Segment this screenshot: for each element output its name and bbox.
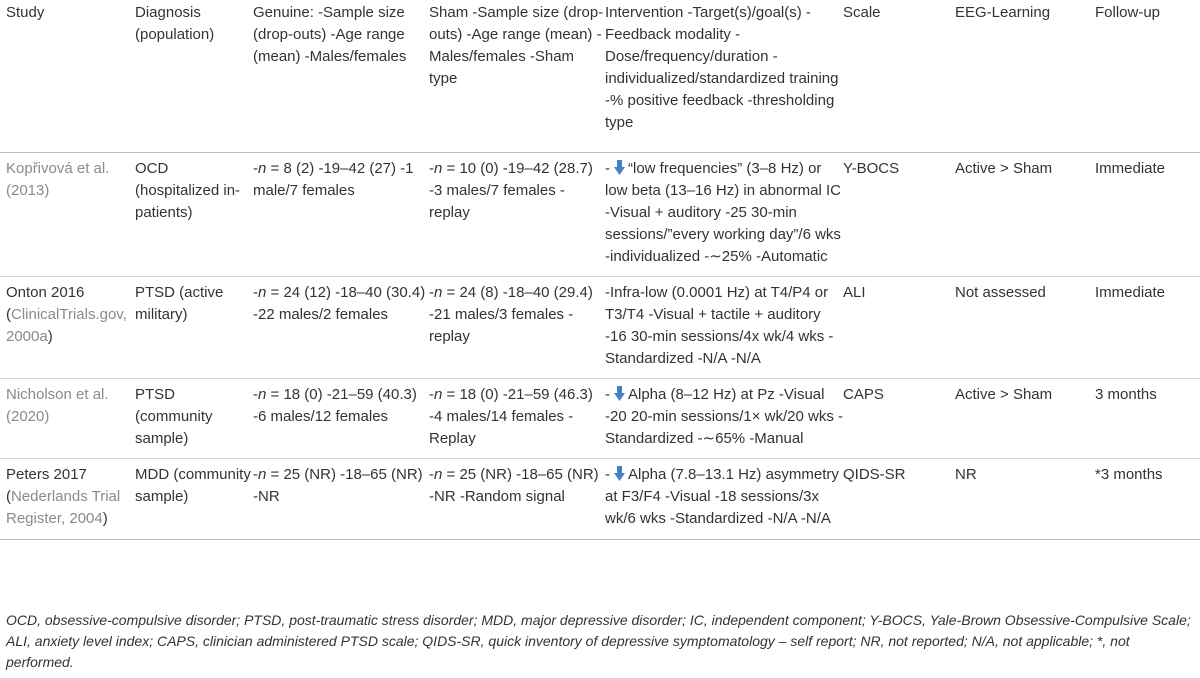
intervention-prefix: -: [605, 160, 610, 177]
scale-cell: Y-BOCS: [843, 153, 955, 277]
header-intervention: Intervention -Target(s)/goal(s) -Feedback modality -Dose/frequency/duration -individualized/standardized training -% positive feedback -thresholding type: [605, 4, 839, 131]
study-cell: [0, 459, 135, 540]
eeg-learning-cell: NR: [955, 459, 1095, 540]
study-suffix: ): [102, 510, 108, 527]
study-cell: [0, 153, 135, 277]
intervention-cell: [605, 459, 843, 540]
header-sham: Sham -Sample size (drop-outs) -Age range (mean) -Males/females -Sham type: [429, 4, 604, 87]
genuine-cell: -n = 8 (2) -19–42 (27) -1 male/7 females: [253, 153, 429, 277]
study-citation-link[interactable]: ClinicalTrials.gov, 2000a: [6, 306, 127, 345]
diagnosis-cell: PTSD (community sample): [135, 379, 253, 459]
study-citation-link[interactable]: Nederlands Trial Register, 2004: [6, 488, 121, 527]
table-row: [0, 153, 1200, 277]
scale-cell: ALI: [843, 277, 955, 379]
intervention-cell: [605, 379, 843, 459]
table-row: [0, 459, 1200, 540]
intervention-prefix: -: [605, 466, 610, 483]
study-prefix: Onton 2016 (: [6, 284, 85, 323]
follow-up-cell: Immediate: [1095, 153, 1200, 277]
study-cell: [0, 379, 135, 459]
sham-cell: -n = 25 (NR) -18–65 (NR) -NR -Random signal: [429, 459, 605, 540]
genuine-cell: -n = 25 (NR) -18–65 (NR) -NR: [253, 459, 429, 540]
study-suffix: ): [47, 328, 53, 345]
study-prefix: Peters 2017 (: [6, 466, 87, 505]
diagnosis-cell: MDD (community sample): [135, 459, 253, 540]
follow-up-cell: Immediate: [1095, 277, 1200, 379]
follow-up-cell: 3 months: [1095, 379, 1200, 459]
study-cell: [0, 277, 135, 379]
header-follow-up: Follow-up: [1095, 4, 1161, 21]
header-diagnosis: Diagnosis (population): [135, 4, 215, 43]
down-arrow-icon: [614, 160, 625, 175]
table-row: [0, 379, 1200, 459]
intervention-text: Alpha (8–12 Hz) at Pz -Visual -20 20-min sessions/1× wk/20 wks -Standardized -∼65% -Manual: [605, 386, 844, 447]
eeg-learning-cell: Active > Sham: [955, 379, 1095, 459]
diagnosis-cell: PTSD (active military): [135, 277, 253, 379]
down-arrow-icon: [614, 386, 625, 401]
scale-cell: QIDS-SR: [843, 459, 955, 540]
study-citation-link[interactable]: Nicholson et al. (2020): [6, 386, 109, 425]
intervention-prefix: -: [605, 386, 610, 403]
intervention-cell: -Infra-low (0.0001 Hz) at T4/P4 or T3/T4 -Visual + tactile + auditory -16 30-min sessions/4x wk/4 wks -Standardized -N/A -N/A: [605, 277, 843, 379]
header-scale: Scale: [843, 4, 881, 21]
down-arrow-icon: [614, 466, 625, 481]
header-study: Study: [6, 4, 45, 21]
header-genuine: Genuine: -Sample size (drop-outs) -Age range (mean) -Males/females: [253, 4, 407, 65]
sham-cell: -n = 10 (0) -19–42 (28.7) -3 males/7 females -replay: [429, 153, 605, 277]
eeg-learning-cell: Active > Sham: [955, 153, 1095, 277]
table-row: [0, 277, 1200, 379]
intervention-text: Alpha (7.8–13.1 Hz) asymmetry at F3/F4 -Visual -18 sessions/3x wk/6 wks -Standardized -N/A -N/A: [605, 466, 839, 527]
scale-cell: CAPS: [843, 379, 955, 459]
sham-cell: -n = 18 (0) -21–59 (46.3) -4 males/14 females -Replay: [429, 379, 605, 459]
genuine-cell: -n = 18 (0) -21–59 (40.3) -6 males/12 females: [253, 379, 429, 459]
genuine-cell: -n = 24 (12) -18–40 (30.4) -22 males/2 females: [253, 277, 429, 379]
intervention-cell: [605, 153, 843, 277]
intervention-text: “low frequencies” (3–8 Hz) or low beta (13–16 Hz) in abnormal IC -Visual + auditory -25 30-min sessions/”every working day”/6 wks -individualized -∼25% -Automatic: [605, 160, 841, 265]
follow-up-cell: *3 months: [1095, 459, 1200, 540]
study-citation-link[interactable]: Kopřivová et al. (2013): [6, 160, 110, 199]
header-row: [0, 0, 1200, 153]
header-eeg-learning: EEG-Learning: [955, 4, 1051, 21]
diagnosis-cell: OCD (hospitalized in-patients): [135, 153, 253, 277]
sham-cell: -n = 24 (8) -18–40 (29.4) -21 males/3 females -replay: [429, 277, 605, 379]
eeg-learning-cell: Not assessed: [955, 277, 1095, 379]
table-footnote: OCD, obsessive-compulsive disorder; PTSD, post-traumatic stress disorder; MDD, major depressive disorder; IC, independent component; Y-BOCS, Yale-Brown Obsessive-Compulsive Scale; ALI, anxiety level index; CAPS, clinician administered PTSD scale; QIDS-SR, quick inventory of depressive symptomatology – self report; NR, not reported; N/A, not applicable; *, not performed.: [6, 612, 1191, 670]
